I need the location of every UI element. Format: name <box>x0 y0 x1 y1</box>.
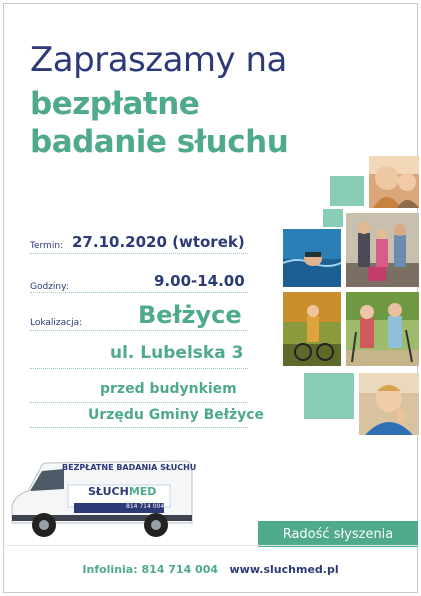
termin-value: 27.10.2020 (wtorek) <box>72 233 245 251</box>
row-godziny <box>30 270 248 293</box>
tile-green-3 <box>304 373 354 419</box>
photo-grandparent-child <box>369 156 419 208</box>
street-value: ul. Lubelska 3 <box>110 343 244 363</box>
place-line-2: Urzędu Gminy Bełżyce <box>88 407 265 423</box>
footer-phone[interactable]: 814 714 004 <box>141 563 219 576</box>
van-logo-a: SŁUCH <box>88 485 129 498</box>
row-lokalizacja <box>30 303 248 331</box>
city-value: Bełżyce <box>138 301 242 329</box>
infolinia-label: Infolinia: <box>82 563 138 576</box>
photo-woman-cycling <box>283 292 341 366</box>
van-logo-b: MED <box>128 485 157 498</box>
tile-green-2 <box>323 209 343 227</box>
termin-label: Termin: <box>30 241 64 251</box>
slogan-text: Radość słyszenia <box>282 526 394 542</box>
place-line-1: przed budynkiem <box>100 381 237 397</box>
van-banner-text: BEZPŁATNE BADANIA SŁUCHU <box>62 463 197 472</box>
row-place-1 <box>30 380 248 403</box>
footer-divider <box>3 545 418 546</box>
heading-hearing-test: badanie słuchu <box>30 124 289 160</box>
row-termin <box>30 231 248 254</box>
heading-invite: Zapraszamy na <box>30 40 287 80</box>
lokalizacja-label: Lokalizacja: <box>30 318 83 328</box>
footer-website-link[interactable]: www.sluchmed.pl <box>229 563 339 576</box>
van-phone: 814 714 004 <box>126 503 165 510</box>
photo-child-thumbs-up <box>359 373 419 435</box>
photo-family-walking <box>346 213 419 287</box>
photo-seniors-nordic-walking <box>346 292 419 366</box>
godziny-label: Godziny: <box>30 282 69 292</box>
row-street <box>30 343 248 369</box>
row-place-2 <box>30 406 265 428</box>
godziny-value: 9.00-14.00 <box>154 272 245 290</box>
heading-free: bezpłatne <box>30 86 200 122</box>
van-logo <box>88 485 156 498</box>
photo-swimmer <box>283 229 341 287</box>
footer <box>0 563 421 576</box>
mobile-clinic-van <box>6 455 196 541</box>
tile-green-1 <box>330 176 364 206</box>
slogan-bar <box>258 521 418 547</box>
